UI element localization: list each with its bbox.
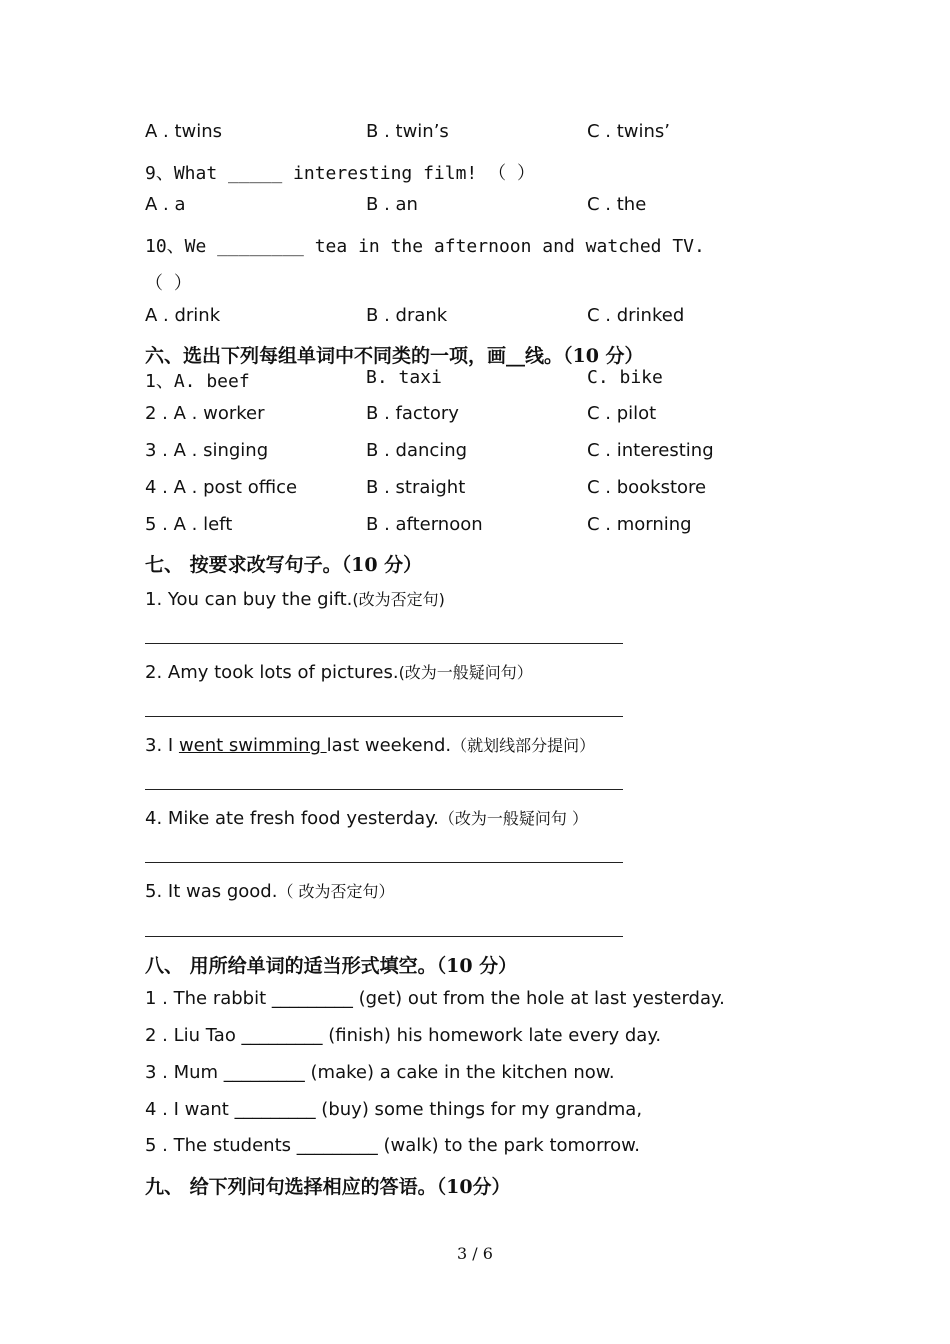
s7-q2-answer-line[interactable] <box>145 716 623 717</box>
page-number: 3 / 6 <box>457 1244 493 1263</box>
s8-item-2: 2 . Liu Tao _________ (finish) his homework late every day. <box>145 1025 662 1046</box>
s6-r5-c: C . morning <box>587 514 692 535</box>
s7-q3-underlined: went swimming <box>178 735 327 756</box>
s8-item-3: 3 . Mum _________ (make) a cake in the kitchen now. <box>145 1062 615 1083</box>
s7-q2-text: 2. Amy took lots of pictures. <box>145 662 399 683</box>
s7-q3-hint: （就划线部分提问） <box>451 736 596 755</box>
s6-r1-b: B. taxi <box>366 367 442 388</box>
s6-r1-a: 1、A. beef <box>145 371 250 392</box>
q8-option-c: C . twins’ <box>587 121 671 142</box>
s7-q3 <box>145 733 845 756</box>
s6-r4-c: C . bookstore <box>587 477 707 498</box>
s6-r2-c: C . pilot <box>587 403 657 424</box>
s8-item-5: 5 . The students _________ (walk) to the park tomorrow. <box>145 1135 640 1156</box>
q9-option-b: B . an <box>366 194 418 215</box>
s6-r3-a: 3 . A . singing <box>145 440 269 461</box>
section-8-title: 八、 用所给单词的适当形式填空。（10 分） <box>145 955 518 977</box>
s7-q4-text: 4. Mike ate fresh food yesterday. <box>145 808 439 829</box>
s6-r4-b: B . straight <box>366 477 466 498</box>
s7-q5-hint: （ 改为否定句） <box>277 882 395 901</box>
s6-r3-c: C . interesting <box>587 440 714 461</box>
q9-option-c: C . the <box>587 194 647 215</box>
s7-q3-answer-line[interactable] <box>145 789 623 790</box>
s7-q5 <box>145 879 845 902</box>
s7-q1-text: 1. You can buy the gift. <box>145 589 353 610</box>
q10-option-a: A . drink <box>145 305 221 326</box>
s7-q4-answer-line[interactable] <box>145 862 623 863</box>
s7-q4 <box>145 806 845 829</box>
s6-r4-a: 4 . A . post office <box>145 477 298 498</box>
s8-item-1: 1 . The rabbit _________ (get) out from the hole at last yesterday. <box>145 988 725 1009</box>
s6-r2-b: B . factory <box>366 403 459 424</box>
s7-q1-answer-line[interactable] <box>145 643 623 644</box>
s7-q5-text: 5. It was good. <box>145 881 278 902</box>
s6-r5-a: 5 . A . left <box>145 514 233 535</box>
s6-r2-a: 2 . A . worker <box>145 403 265 424</box>
s7-q1-hint: (改为否定句) <box>352 590 445 609</box>
section-7-title: 七、 按要求改写句子。（10 分） <box>145 554 423 576</box>
q10-option-c: C . drinked <box>587 305 685 326</box>
s7-q4-hint: （改为一般疑问句 ） <box>438 809 588 828</box>
s7-q3-pre: 3. I <box>145 735 179 756</box>
q9-question: 9、What _____ interesting film! （ ） <box>145 163 535 184</box>
q8-option-a: A . twins <box>145 121 223 142</box>
q8-option-b: B . twin’s <box>366 121 449 142</box>
s7-q2-hint: (改为一般疑问句） <box>398 663 533 682</box>
s6-r1-c: C. bike <box>587 367 663 388</box>
s8-item-4: 4 . I want _________ (buy) some things for my grandma, <box>145 1099 643 1120</box>
q10-question: 10、We ________ tea in the afternoon and watched TV. <box>145 236 705 257</box>
section-6-title: 六、选出下列每组单词中不同类的一项，画__线。（10 分） <box>145 345 644 367</box>
s7-q3-post: last weekend. <box>326 735 452 756</box>
s7-q2 <box>145 660 845 683</box>
section-9-title: 九、 给下列问句选择相应的答语。（10分） <box>145 1176 511 1198</box>
q10-paren: （ ） <box>145 273 192 294</box>
s7-q5-answer-line[interactable] <box>145 936 623 937</box>
s6-r5-b: B . afternoon <box>366 514 483 535</box>
s6-r3-b: B . dancing <box>366 440 468 461</box>
q10-option-b: B . drank <box>366 305 448 326</box>
q9-option-a: A . a <box>145 194 186 215</box>
s7-q1 <box>145 587 845 610</box>
